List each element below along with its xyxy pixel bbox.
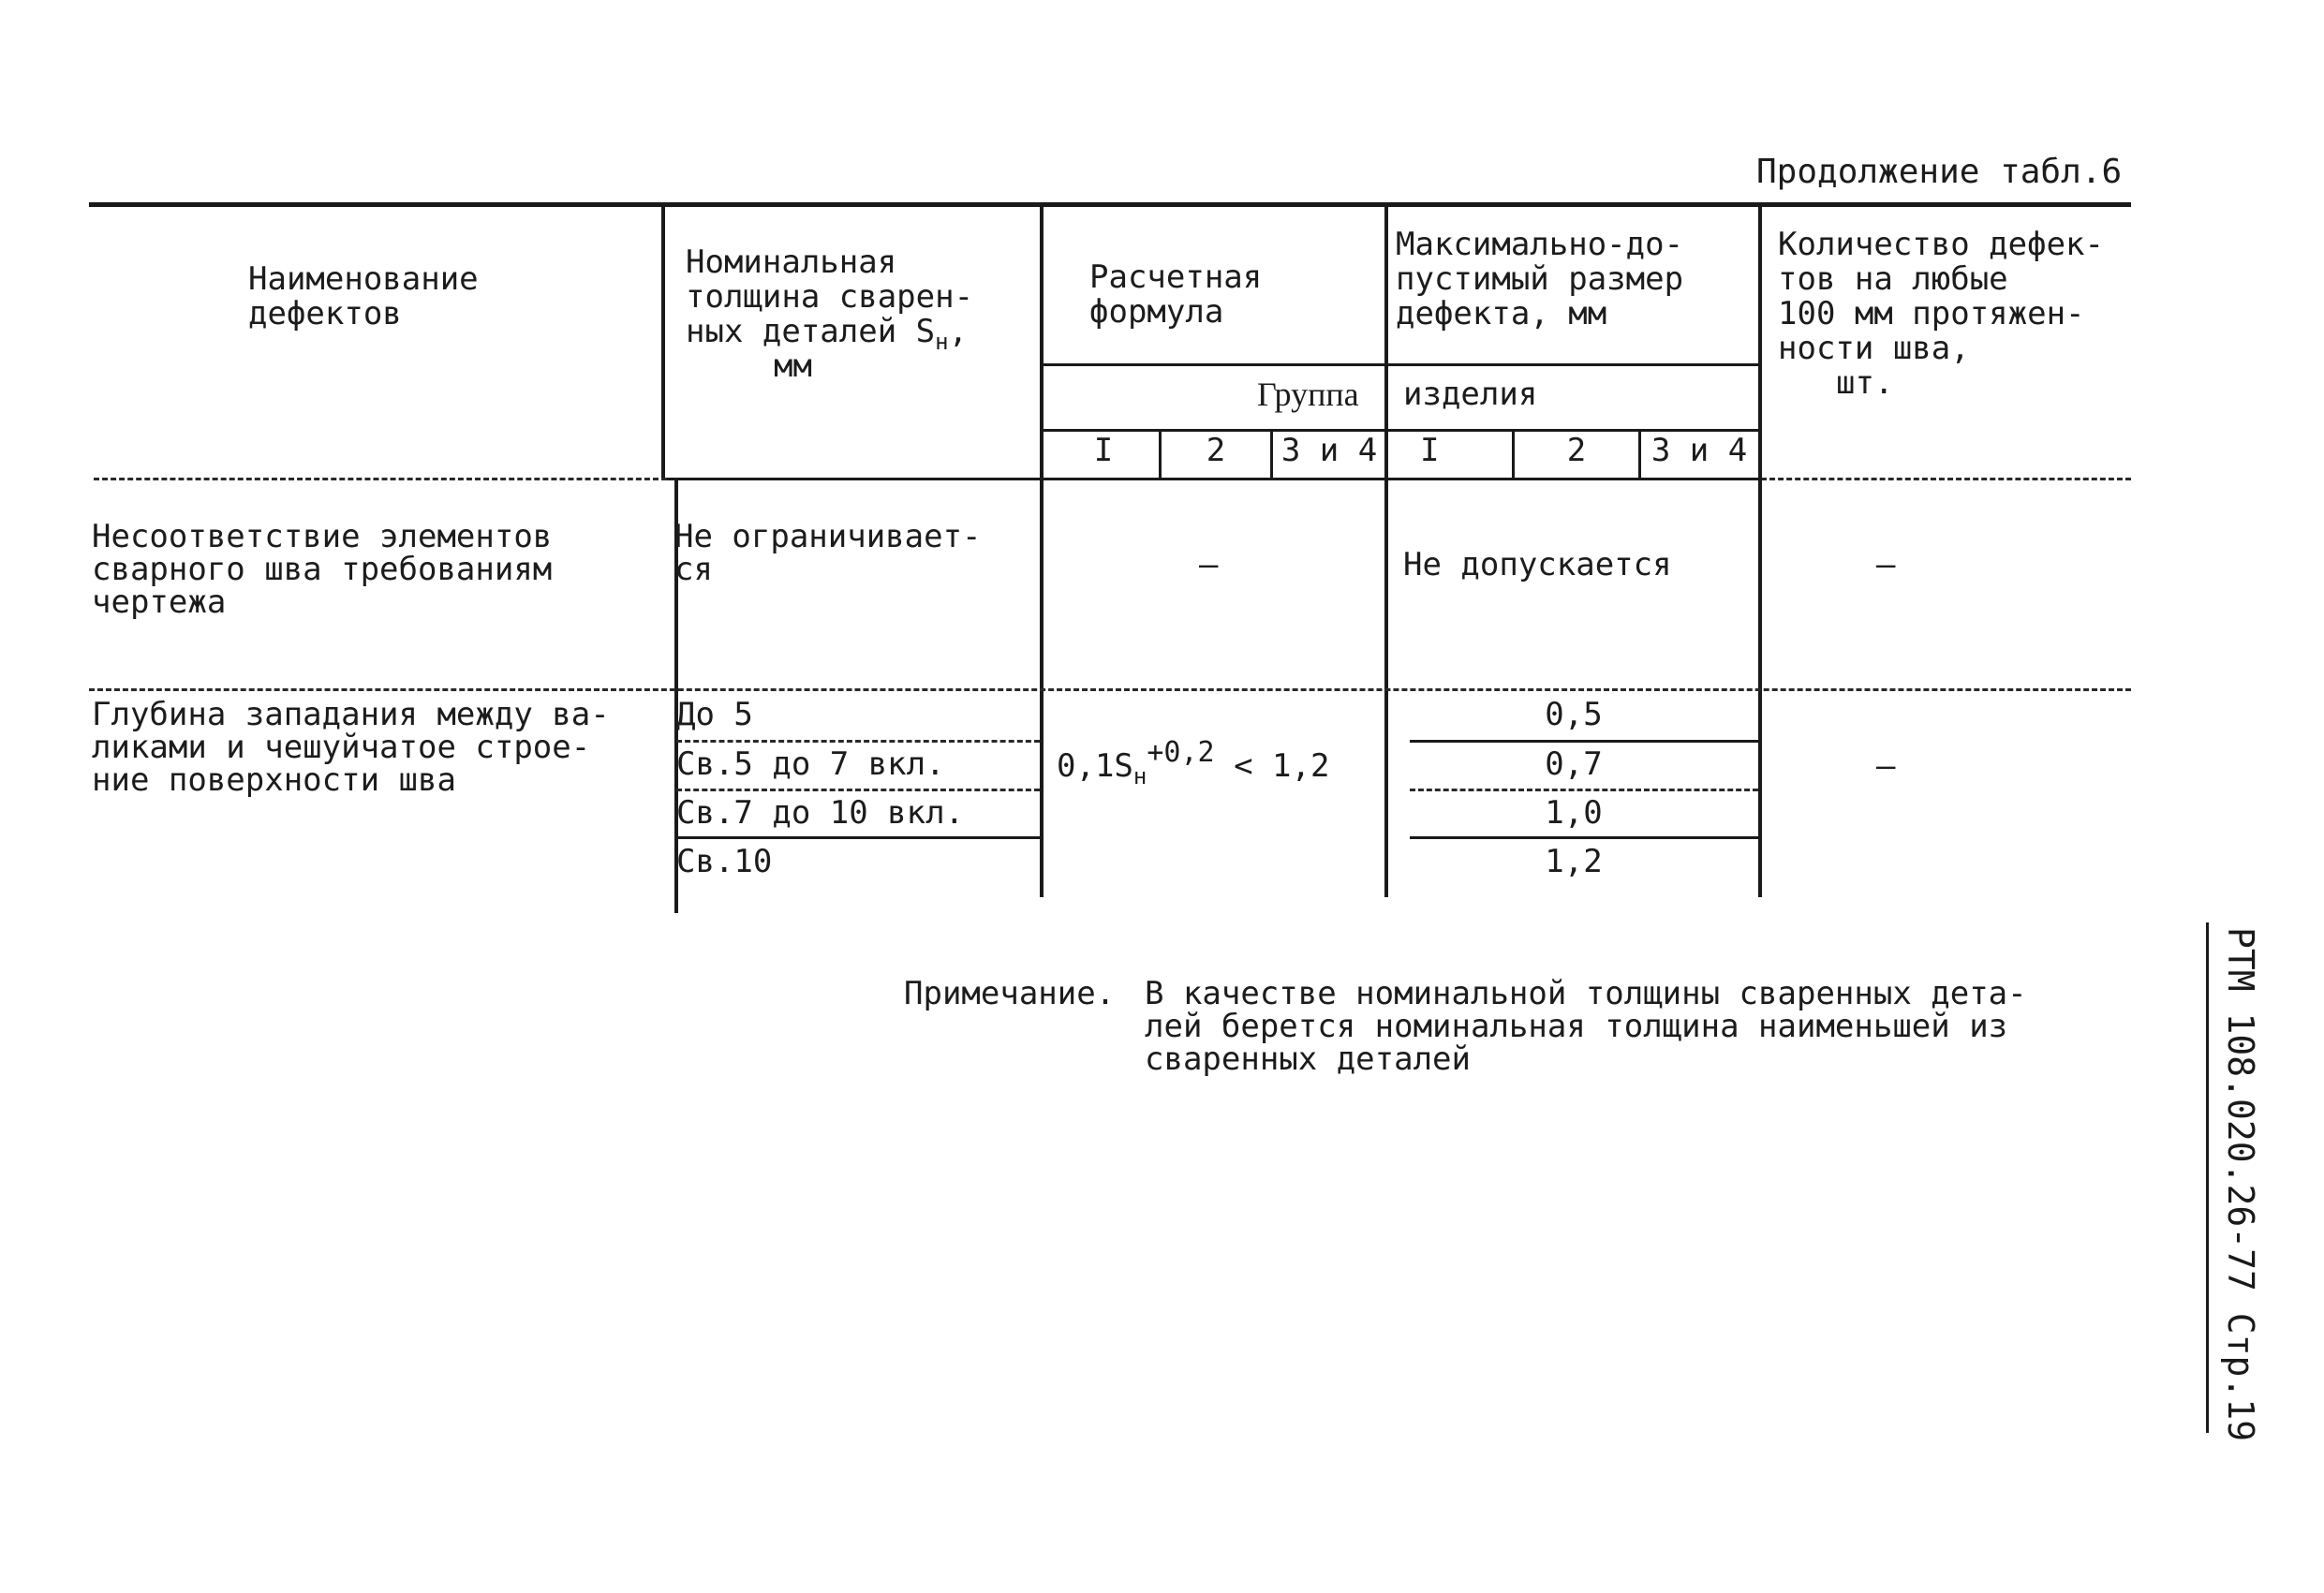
- row-2-max-2: 0,7: [1545, 745, 1603, 783]
- subrow-line-3a: [676, 836, 1040, 839]
- row-1-formula: –: [1199, 546, 1219, 583]
- header-rule-bottom-a: [1042, 478, 1761, 480]
- group-label-left: Группа: [1257, 376, 1359, 413]
- column-line-4: [1758, 202, 1762, 897]
- row-2-max-1: 0,5: [1545, 696, 1603, 733]
- group-formula-2: 2: [1206, 432, 1226, 469]
- header-rule-group: [1042, 363, 1761, 366]
- row-2-thickness-4: Св.10: [676, 843, 773, 880]
- side-stamp: РТМ 108.020.26-77 Стр.19: [2220, 927, 2261, 1442]
- column-line-2: [1040, 202, 1044, 897]
- side-stamp-rule: [2206, 922, 2209, 1433]
- header-rule-numbers: [1042, 429, 1761, 432]
- column-line-1: [661, 202, 665, 478]
- table-top-rule: [89, 202, 2131, 207]
- group-formula-1: I: [1093, 432, 1114, 469]
- group-divider-3: [1512, 429, 1515, 478]
- group-max-2: 2: [1566, 432, 1587, 469]
- subrow-line-1a: [676, 740, 1040, 743]
- row-2-formula: $0,1S_н+0,2 < 1,2$: [1057, 736, 1330, 789]
- group-divider-4: [1638, 429, 1641, 478]
- header-rule-bottom-b: [94, 478, 667, 480]
- group-divider-1: [1159, 429, 1162, 478]
- row-2-max-4: 1,2: [1545, 843, 1603, 880]
- group-max-1: I: [1420, 432, 1440, 469]
- column-line-3: [1384, 202, 1388, 897]
- subrow-line-2a: [676, 789, 1040, 791]
- group-divider-2: [1270, 429, 1273, 478]
- header-rule-bottom-d: [667, 478, 1042, 480]
- table-caption: Продолжение табл.6: [1756, 153, 2123, 191]
- row-1-count: –: [1876, 546, 1896, 583]
- group-max-3: 3 и 4: [1650, 432, 1748, 469]
- row-2-count: –: [1876, 747, 1896, 785]
- group-formula-3: 3 и 4: [1280, 432, 1378, 469]
- group-label-right: изделия: [1403, 376, 1538, 413]
- row-2-thickness-3: Св.7 до 10 вкл.: [676, 794, 965, 832]
- row-2-max-3: 1,0: [1545, 794, 1603, 832]
- header-rule-bottom-c: [1761, 478, 2131, 480]
- row-2-thickness-2: Св.5 до 7 вкл.: [676, 745, 945, 783]
- subrow-line-1b: [1410, 740, 1758, 743]
- row-1-max-size: Не допускается: [1403, 546, 1672, 583]
- row-2-thickness-1: До 5: [676, 696, 753, 733]
- subrow-line-3b: [1410, 836, 1758, 839]
- subrow-line-2b: [1410, 789, 1758, 791]
- row-separator: [89, 688, 2131, 691]
